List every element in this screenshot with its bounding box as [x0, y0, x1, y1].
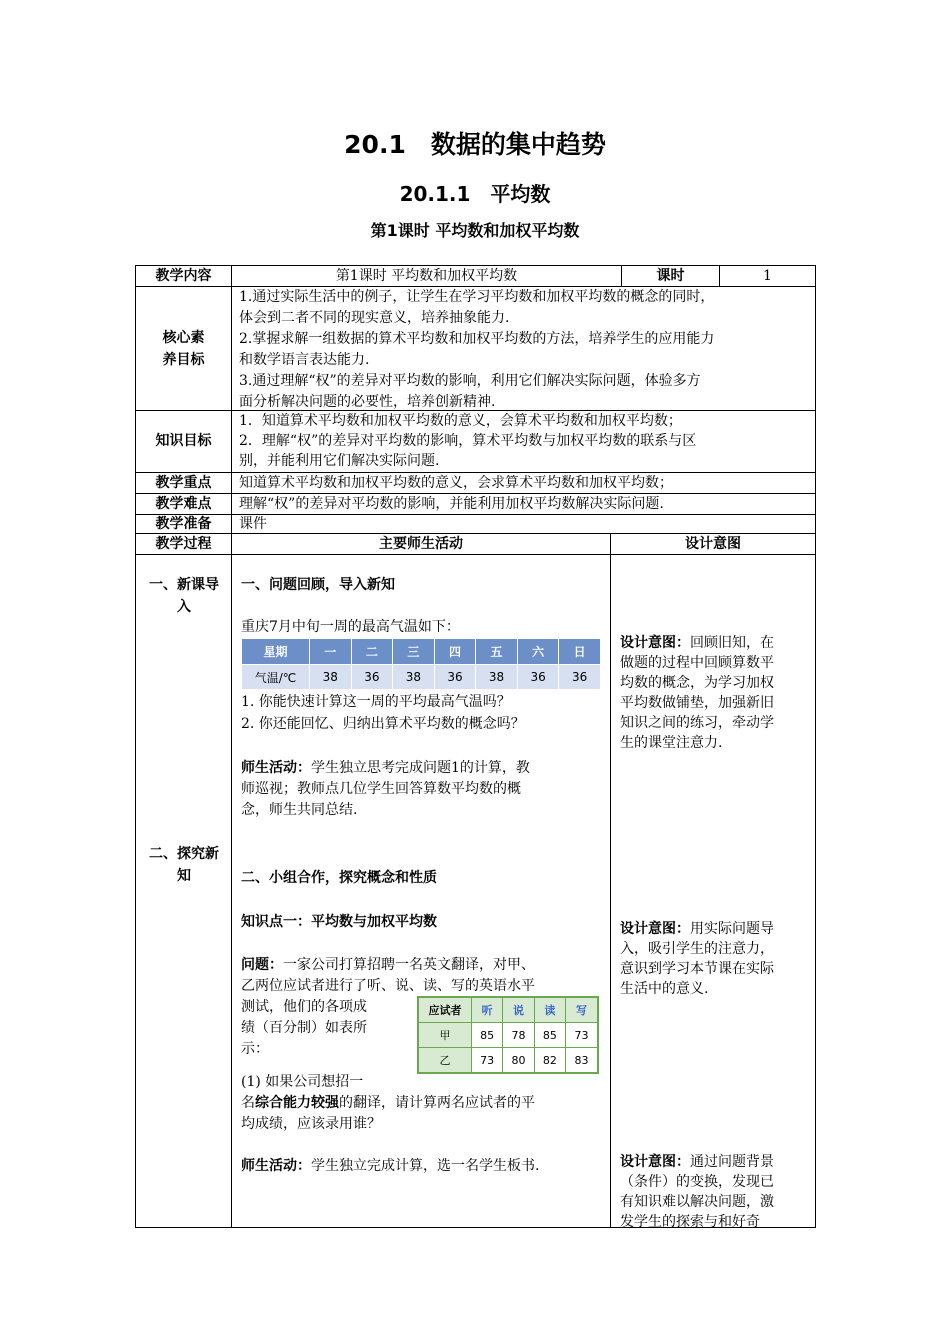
- activities-header: 主要师生活动: [379, 535, 463, 552]
- knowledge-label: 知识目标: [155, 433, 212, 449]
- score-table: [417, 996, 599, 1074]
- design-intent-3: [620, 1152, 810, 1232]
- core-line: 2.掌握求解一组数据的算术平均数和加权平均数的方法，培养学生的应用能力: [239, 331, 715, 347]
- score-value: 85: [534, 1023, 565, 1048]
- core-line: 3.通过理解“权”的差异对平均数的影响，利用它们解决实际问题，体验多方: [239, 373, 701, 389]
- candidate-name: 甲: [418, 1023, 472, 1048]
- intent-text: 发学生的探索与和好奇: [620, 1214, 760, 1230]
- section1-heading: 一、问题回顾，导入新知: [241, 577, 395, 593]
- intent-text: 回顾旧知，在: [690, 635, 774, 651]
- intent-text: 均数的概念，为学习加权: [620, 675, 774, 691]
- score-header-cell: 应试者: [418, 997, 472, 1023]
- intent-text: 用实际问题导: [690, 921, 774, 937]
- score-value: 73: [566, 1023, 598, 1048]
- question-text: 名: [241, 1095, 255, 1111]
- knowledge-line: 1．知道算术平均数和加权平均数的意义，会算术平均数和加权平均数；: [239, 413, 682, 429]
- problem-line: 示：: [241, 1041, 269, 1057]
- question-emphasis: 综合能力较强: [255, 1095, 339, 1111]
- temp-header-cell: 二: [351, 639, 393, 665]
- temp-header-cell: 星期: [242, 639, 310, 665]
- intent-text: 通过问题背景: [690, 1154, 774, 1170]
- problem-line: 一家公司打算招聘一名英文翻译，对甲、: [283, 957, 535, 973]
- temp-value: 38: [476, 665, 518, 690]
- section1-activity: [241, 758, 601, 821]
- focus-value: 知道算术平均数和加权平均数的意义，会求算术平均数和加权平均数；: [239, 475, 673, 491]
- temp-value: 36: [434, 665, 476, 690]
- question-line: (1) 如果公司想招一: [241, 1074, 364, 1090]
- design-intent-1: [620, 633, 810, 753]
- intent-text: 有知识难以解决问题，激: [620, 1194, 774, 1210]
- temp-value: 38: [393, 665, 435, 690]
- score-header-cell: 读: [534, 997, 565, 1023]
- activity-label: 师生活动：: [241, 1158, 311, 1174]
- intent-text: （条件）的变换，发现已: [620, 1174, 774, 1190]
- stage-explore-label: 二、探究新知: [149, 846, 219, 884]
- difficulty-value: 理解“权”的差异对平均数的影响，并能利用加权平均数解决实际问题.: [239, 496, 664, 512]
- temp-header-cell: 三: [393, 639, 435, 665]
- score-value: 85: [472, 1023, 503, 1048]
- difficulty-label: 教学难点: [155, 495, 212, 512]
- temp-header-cell: 日: [559, 639, 601, 665]
- question-line: 均成绩，应该录用谁？: [241, 1116, 381, 1132]
- hours-value: 1: [763, 267, 772, 284]
- intent-text: 意识到学习本节课在实际: [620, 961, 774, 977]
- lesson-plan-table: [135, 265, 816, 1228]
- activity-text: 师巡视；教师点几位学生回答算数平均数的概: [241, 781, 521, 797]
- score-value: 78: [503, 1023, 534, 1048]
- core-label: 核心素养目标: [162, 329, 205, 368]
- temp-value: 36: [559, 665, 601, 690]
- intent-text: 生活中的意义.: [620, 981, 709, 997]
- activity-label: 师生活动：: [241, 760, 311, 776]
- temperature-table: [241, 638, 601, 690]
- score-value: 80: [503, 1048, 534, 1074]
- prep-label: 教学准备: [155, 515, 212, 532]
- focus-label: 教学重点: [155, 474, 212, 491]
- temp-header-cell: 六: [517, 639, 559, 665]
- problem-line: 乙两位应试者进行了听、说、读、写的英语水平: [241, 978, 535, 994]
- activity-text: 念，师生共同总结.: [241, 802, 358, 818]
- knowledge-line: 2．理解“权”的差异对平均数的影响，算术平均数与加权平均数的联系与区: [239, 433, 697, 449]
- temp-header-cell: 五: [476, 639, 518, 665]
- section2-heading: 二、小组合作，探究概念和性质: [241, 870, 437, 886]
- process-header: 教学过程: [155, 535, 212, 552]
- intent-text: 做题的过程中回顾算数平: [620, 655, 774, 671]
- question-2: 2. 你还能回忆、归纳出算术平均数的概念吗？: [241, 716, 525, 732]
- intent-header: 设计意图: [685, 535, 741, 552]
- temp-value: 38: [310, 665, 352, 690]
- core-line: 体会到二者不同的现实意义，培养抽象能力.: [239, 310, 510, 326]
- problem-line: 绩（百分制）如表所: [241, 1020, 367, 1036]
- activity-text: 学生独立完成计算，选一名学生板书.: [311, 1158, 540, 1174]
- prep-value: 课件: [239, 516, 267, 532]
- intent-text: 入，吸引学生的注意力，: [620, 941, 774, 957]
- score-header-cell: 说: [503, 997, 534, 1023]
- core-line: 1.通过实际生活中的例子，让学生在学习平均数和加权平均数的概念的同时，: [239, 289, 715, 305]
- main-title: 20.1 数据的集中趋势: [344, 130, 606, 159]
- problem-label: 问题：: [241, 957, 283, 973]
- intent-label: 设计意图：: [620, 1154, 690, 1170]
- temp-value: 36: [517, 665, 559, 690]
- knowledge-point-heading: 知识点一：平均数与加权平均数: [241, 914, 437, 930]
- intent-label: 设计意图：: [620, 635, 690, 651]
- score-value: 82: [534, 1048, 565, 1074]
- question-1: 1. 你能快速计算这一周的平均最高气温吗？: [241, 694, 511, 710]
- knowledge-line: 别，并能利用它们解决实际问题.: [239, 453, 440, 469]
- candidate-name: 乙: [418, 1048, 472, 1074]
- activity-text: 学生独立思考完成问题1的计算，教: [311, 760, 530, 776]
- content-value: 第1课时 平均数和加权平均数: [335, 267, 518, 284]
- question-text: 的翻译，请计算两名应试者的平: [339, 1095, 535, 1111]
- temp-header-cell: 四: [434, 639, 476, 665]
- intent-text: 知识之间的练习，牵动学: [620, 715, 774, 731]
- intent-text: 平均数做铺垫，加强新旧: [620, 695, 774, 711]
- temp-value: 36: [351, 665, 393, 690]
- section-title: 20.1.1 平均数: [399, 182, 551, 206]
- score-value: 73: [472, 1048, 503, 1074]
- temp-header-cell: 一: [310, 639, 352, 665]
- design-intent-2: [620, 919, 810, 999]
- score-value: 83: [566, 1048, 598, 1074]
- question-part-1: [241, 1072, 605, 1135]
- knowledge-goals: [232, 411, 815, 472]
- intent-text: 生的课堂注意力.: [620, 735, 723, 751]
- score-header-cell: 写: [566, 997, 598, 1023]
- stage-intro-label: 一、新课导入: [149, 577, 219, 615]
- temp-row-label: 气温/℃: [242, 665, 310, 690]
- core-goals: [232, 287, 815, 410]
- section2-activity: [241, 1156, 539, 1177]
- problem-line: 测试，他们的各项成: [241, 999, 367, 1015]
- hours-label: 课时: [656, 267, 685, 284]
- lesson-title: 第1课时 平均数和加权平均数: [370, 221, 580, 240]
- score-header-cell: 听: [472, 997, 503, 1023]
- content-label: 教学内容: [155, 267, 212, 284]
- temperature-intro: 重庆7月中旬一周的最高气温如下：: [241, 619, 460, 635]
- core-line: 面分析解决问题的必要性，培养创新精神.: [239, 394, 496, 410]
- intent-label: 设计意图：: [620, 921, 690, 937]
- core-line: 和数学语言表达能力.: [239, 352, 370, 368]
